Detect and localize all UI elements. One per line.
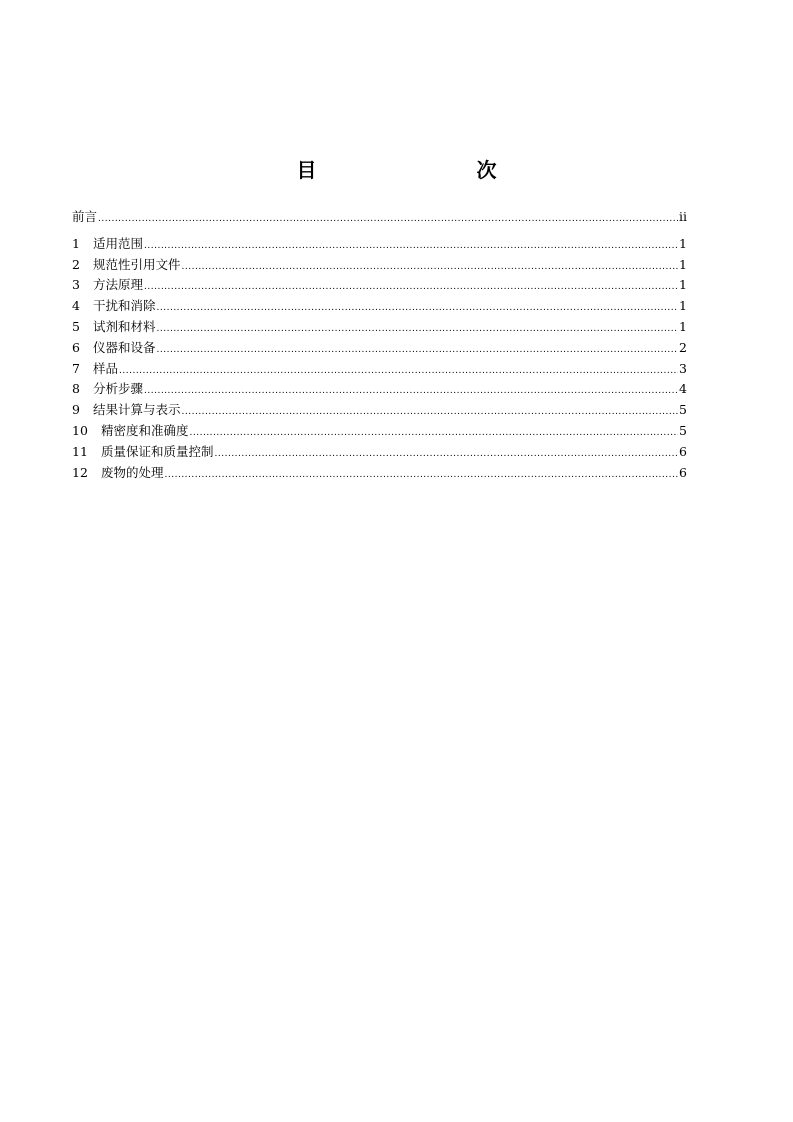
toc-entry-number: 10 [72,422,88,438]
toc-entry-label: 规范性引用文件 [93,256,181,272]
toc-entry-page: 1 [679,277,687,293]
toc-entry-label: 分析步骤 [93,381,144,397]
toc-leader-dots [157,319,679,340]
toc-entry-page: 4 [679,381,687,397]
toc-leader-dots [144,277,678,298]
toc-entry-label: 适用范围 [93,235,144,251]
toc-entry-page: 3 [679,360,687,376]
toc-leader-dots [182,402,679,423]
toc-leader-dots [165,465,679,486]
toc-entry-page: 1 [679,235,687,251]
toc-entry-number: 8 [72,381,80,397]
toc-entry-7[interactable] [72,359,687,380]
toc-entry-page: 1 [679,318,687,334]
toc-entry-number: 5 [72,318,80,334]
toc-entry-2[interactable] [72,255,687,276]
toc-entry-1[interactable] [72,234,687,255]
toc-entry-number: 3 [72,277,80,293]
toc-entry-label: 精密度和准确度 [101,422,189,438]
toc-entry-9[interactable] [72,400,687,421]
toc-entry-label: 质量保证和质量控制 [101,443,214,459]
toc-entry-label: 试剂和材料 [93,318,156,334]
page-title: 目 次 [296,158,537,183]
toc-entry-4[interactable] [72,296,687,317]
toc-entry-11[interactable] [72,442,687,463]
toc-leader-dots [182,257,679,278]
toc-entry-label: 方法原理 [93,277,144,293]
toc-entry-label: 结果计算与表示 [93,402,181,418]
toc-leader-dots [98,209,678,230]
toc-entry-page: 6 [679,443,687,459]
toc-entry-3[interactable] [72,275,687,296]
toc-entry-page: 2 [679,339,687,355]
toc-entry-10[interactable] [72,421,687,442]
toc-entry-5[interactable] [72,317,687,338]
toc-leader-dots [144,236,678,257]
toc-entry-page: 1 [679,256,687,272]
toc-leader-dots [119,361,678,382]
toc-entry-number: 11 [72,443,88,459]
toc-entry-page: ii [679,209,687,224]
toc-entry-label: 样品 [93,360,119,376]
toc-entry-label: 前言 [72,209,98,224]
toc-entry-number: 12 [72,464,88,480]
toc-entry-page: 5 [679,422,687,438]
toc-entry-page: 6 [679,464,687,480]
toc-entry-number: 7 [72,360,80,376]
toc-leader-dots [157,298,679,319]
toc-entry-number: 9 [72,402,80,418]
toc-entry-page: 5 [679,402,687,418]
toc-entry-number: 4 [72,298,80,314]
toc-entry-label: 仪器和设备 [93,339,156,355]
toc-leader-dots [190,423,679,444]
toc-entry-label: 干扰和消除 [93,298,156,314]
toc-entry-number: 2 [72,256,80,272]
toc-entry-preface[interactable] [72,207,687,228]
table-of-contents [72,207,687,483]
toc-entry-number: 6 [72,339,80,355]
toc-entry-page: 1 [679,298,687,314]
toc-entry-12[interactable] [72,463,687,484]
toc-entry-number: 1 [72,235,80,251]
toc-entry-6[interactable] [72,338,687,359]
toc-entry-label: 废物的处理 [101,464,164,480]
toc-leader-dots [144,381,678,402]
toc-leader-dots [215,444,679,465]
toc-leader-dots [157,340,679,361]
toc-entry-8[interactable] [72,379,687,400]
